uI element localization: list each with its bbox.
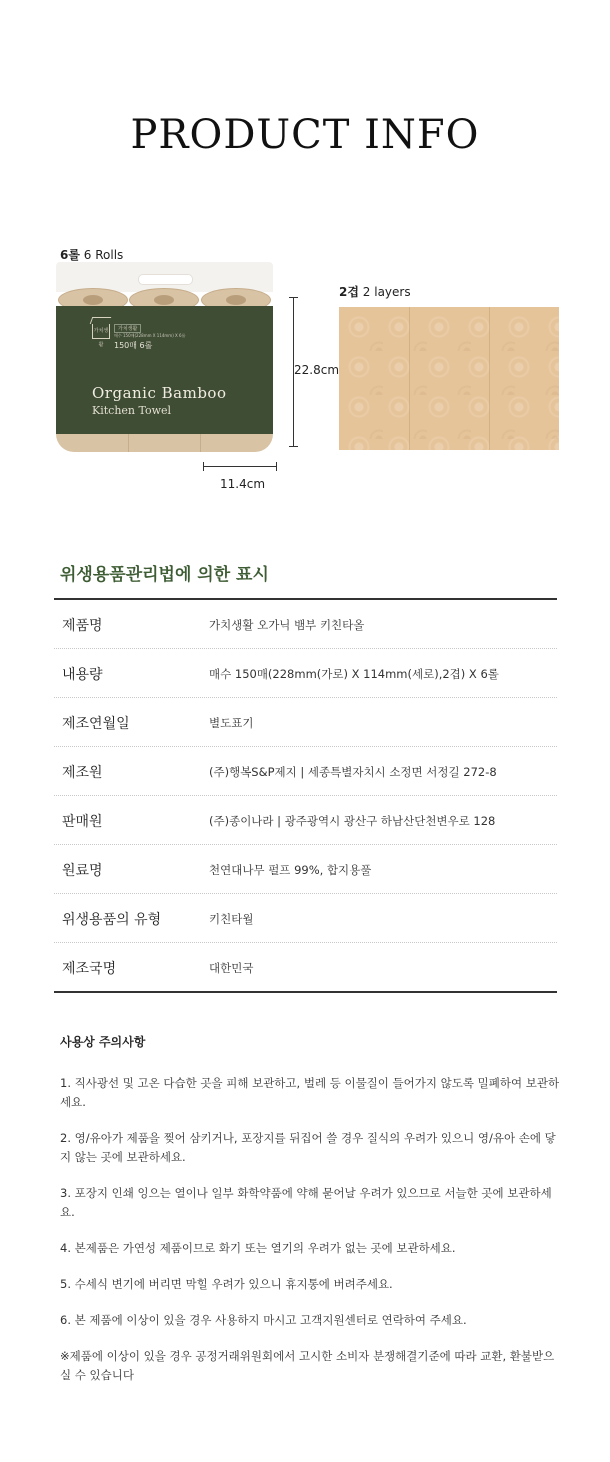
roll-bottoms	[56, 434, 273, 452]
package-tag: 가치생활	[114, 324, 141, 333]
width-dimension-line	[203, 466, 276, 467]
height-dimension-label: 22.8cm	[294, 363, 340, 377]
width-dimension-cap	[276, 462, 277, 471]
row-value: (주)종이나라 | 광주광역시 광산구 하남산단천변우로 128	[209, 814, 496, 828]
usage-notice	[60, 1033, 560, 1402]
notice-item: 6. 본 제품에 이상이 있을 경우 사용하지 마시고 고객지원센터로 연락하여 주세요.	[60, 1313, 467, 1327]
row-value: 가치생활 오가닉 뱀부 키친타올	[209, 618, 365, 632]
notice-item: ※제품에 이상이 있을 경우 공정거래위원회에서 고시한 소비자 분쟁해결기준에 따라 교환, 환불받으실 수 있습니다	[60, 1349, 555, 1382]
section-title: 위생용품관리법에 의한 표시	[60, 565, 269, 585]
row-key: 내용량	[62, 667, 103, 683]
height-dimension-cap	[289, 446, 298, 447]
notice-item: 3. 포장지 인쇄 잉으는 열이나 일부 화학약품에 약해 묻어날 우려가 있으므로 서늘한 곳에 보관하세요.	[60, 1186, 552, 1219]
notice-item: 5. 수세식 변기에 버리면 막힐 우려가 있으니 휴지통에 버려주세요.	[60, 1277, 393, 1291]
table-row	[54, 796, 557, 845]
row-key: 제품명	[62, 618, 103, 634]
row-value: 대한민국	[209, 961, 254, 975]
row-value: 별도표기	[209, 716, 254, 730]
table-row	[54, 943, 557, 991]
table-row	[54, 747, 557, 796]
row-key: 제조국명	[62, 961, 117, 977]
layers-label	[339, 283, 411, 300]
notice-item: 1. 직사광선 및 고온 다습한 곳을 피해 보관하고, 벌레 등 이물질이 들어가지 않도록 밀폐하여 보관하세요.	[60, 1076, 560, 1109]
package-spec: 매수 150매(228mm X 114mm) X 6롤	[114, 333, 186, 338]
row-key: 판매원	[62, 814, 103, 830]
towel-sheet-image	[339, 307, 559, 450]
row-key: 제조연월일	[62, 716, 130, 732]
table-row	[54, 698, 557, 747]
package-name-line2: Kitchen Towel	[92, 404, 172, 417]
package-band	[56, 306, 273, 434]
layers-label-bold: 2겹	[339, 285, 359, 299]
house-logo-icon: 가치생활	[92, 324, 110, 339]
info-table	[54, 598, 557, 993]
row-value: 매수 150매(228mm(가로) X 114mm(세로),2겹) X 6롤	[209, 667, 499, 681]
table-row	[54, 894, 557, 943]
row-value: 천연대나무 펄프 99%, 합지용풀	[209, 863, 372, 877]
package-handle	[138, 274, 193, 285]
table-row	[54, 600, 557, 649]
notice-item: 4. 본제품은 가연성 제품이므로 화기 또는 열기의 우려가 없는 곳에 보관하세요.	[60, 1241, 456, 1255]
row-key: 제조원	[62, 765, 103, 781]
page-title: PRODUCT INFO	[130, 112, 480, 158]
product-package-image	[56, 262, 273, 452]
layers-label-rest: 2 layers	[362, 285, 411, 299]
table-row	[54, 845, 557, 894]
package-name-line1: Organic Bamboo	[92, 384, 227, 402]
row-key: 위생용품의 유형	[62, 912, 162, 928]
row-value: 키친타월	[209, 912, 254, 926]
table-row	[54, 649, 557, 698]
row-value: (주)행복S&P제지 | 세종특별자치시 소정면 서정길 272-8	[209, 765, 497, 779]
rolls-label-rest: 6 Rolls	[83, 248, 124, 262]
package-count: 150매 6롤	[114, 341, 153, 350]
row-key: 원료명	[62, 863, 103, 879]
width-dimension-label: 11.4cm	[220, 477, 266, 491]
rolls-label-bold: 6롤	[60, 248, 80, 262]
rolls-label	[60, 246, 123, 263]
notice-title: 사용상 주의사항	[60, 1035, 146, 1049]
notice-item: 2. 영/유아가 제품을 찢어 삼키거나, 포장지를 뒤집어 쓸 경우 질식의 우려가 있으니 영/유아 손에 닿지 않는 곳에 보관하세요.	[60, 1131, 556, 1164]
